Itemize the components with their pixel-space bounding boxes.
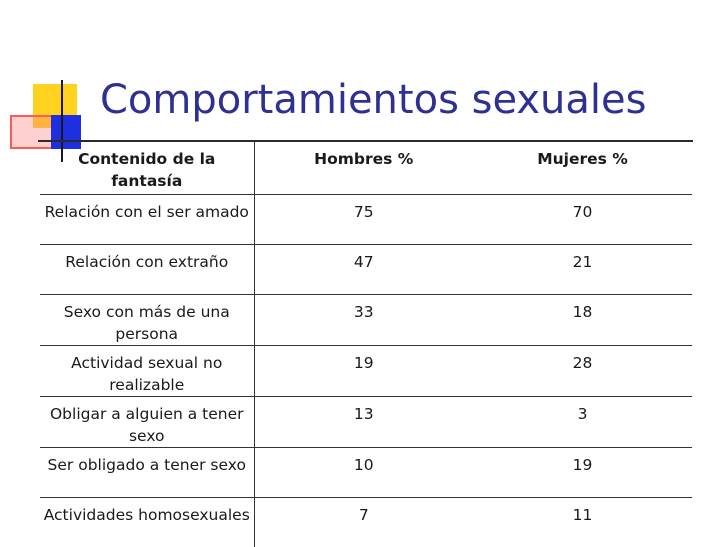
table-row <box>40 396 692 447</box>
cell-hombres: 19 <box>254 345 473 396</box>
table-row <box>40 497 692 547</box>
cell-contenido: Relación con extraño <box>40 244 254 294</box>
cell-hombres: 13 <box>254 396 473 447</box>
slide-title: Comportamientos sexuales <box>100 77 647 123</box>
cell-hombres: 47 <box>254 244 473 294</box>
cell-hombres: 10 <box>254 447 473 497</box>
cell-mujeres: 19 <box>473 447 692 497</box>
cell-hombres: 75 <box>254 194 473 244</box>
header-contenido: Contenido de la fantasía <box>40 142 254 194</box>
cell-mujeres: 21 <box>473 244 692 294</box>
cell-contenido: Actividad sexual no realizable <box>40 345 254 396</box>
cell-mujeres: 3 <box>473 396 692 447</box>
cell-contenido: Sexo con más de una persona <box>40 294 254 345</box>
cell-mujeres: 28 <box>473 345 692 396</box>
cell-contenido: Actividades homosexuales <box>40 497 254 547</box>
cell-mujeres: 11 <box>572 505 593 524</box>
header-hombres: Hombres % <box>254 142 473 194</box>
table-row <box>40 194 692 244</box>
table-row <box>40 294 692 345</box>
table-row <box>40 447 692 497</box>
cell-hombres: 33 <box>254 294 473 345</box>
data-table <box>40 142 692 547</box>
cell-mujeres: 70 <box>473 194 692 244</box>
table-row <box>40 244 692 294</box>
cell-mujeres: 18 <box>473 294 692 345</box>
table-row <box>40 345 692 396</box>
cell-contenido: Relación con el ser amado <box>40 194 254 244</box>
cell-contenido: Obligar a alguien a tener sexo <box>40 396 254 447</box>
table-header-row <box>40 142 692 194</box>
cell-contenido: Ser obligado a tener sexo <box>40 447 254 497</box>
cell-hombres: 7 <box>358 505 369 524</box>
header-mujeres: Mujeres % <box>473 142 692 194</box>
